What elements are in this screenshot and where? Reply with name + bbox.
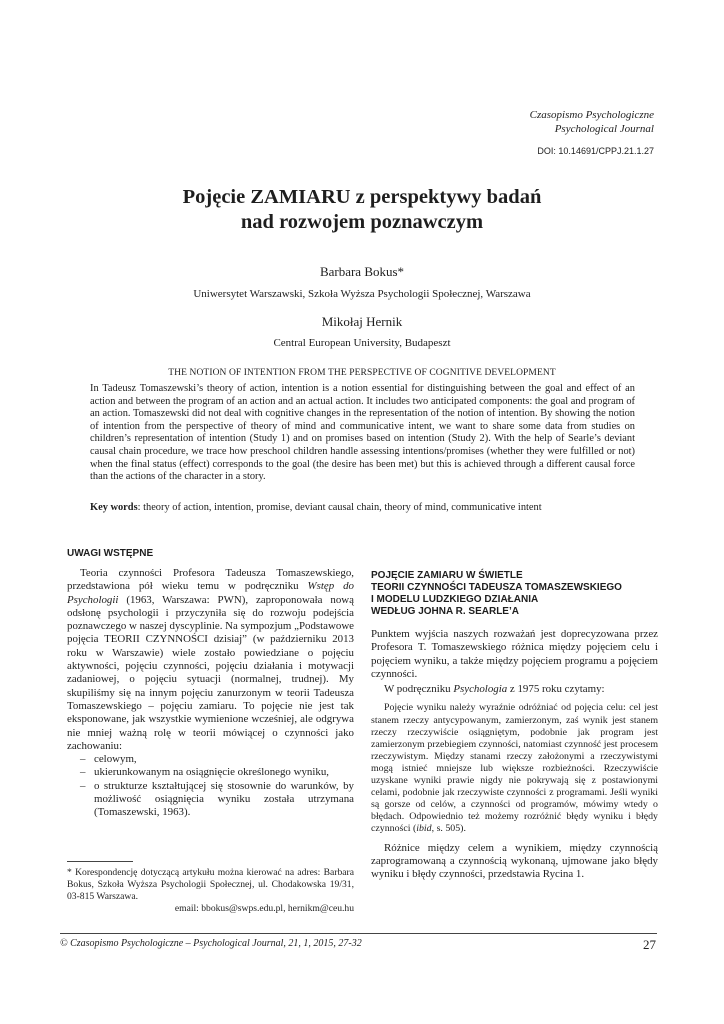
list-item [80, 753, 354, 766]
journal-name-pl: Czasopismo Psychologiczne [529, 109, 654, 121]
right-paragraph-1: Punktem wyjścia naszych rozważań jest doprecyzowana przez Profesora T. Tomaszewskiego różnica między pojęciem celu i pojęciem wyniku, a także między pojęciem programu a pojęciem czynności. [371, 628, 658, 680]
article-title [60, 185, 664, 235]
intro-text-a: Teoria czynności Profesora Tadeusza Tomaszewskiego, przedstawiona pół wieku temu w podręczniku [67, 567, 354, 593]
list-item-text: celowym, [94, 753, 137, 766]
list-dash: – [80, 766, 86, 779]
author-1-name: Barbara Bokus* [319, 264, 405, 279]
footer-citation: © Czasopismo Psychologiczne – Psychological Journal, 21, 1, 2015, 27-32 [60, 938, 362, 949]
footer-divider [60, 933, 657, 934]
page-number: 27 [643, 937, 656, 952]
doi: DOI: 10.14691/CPPJ.21.1.27 [537, 146, 654, 156]
list-item-text: o strukturze kształtującej się stosownie do warunków, by możliwość osiągnięcia wyniku została utrzymana (Tomaszewski, 1963). [94, 779, 354, 819]
title-line-1: Pojęcie ZAMIARU z perspektywy badań [182, 186, 542, 208]
right-paragraph-3: Różnice między celem a wynikiem, między czynnością zaprogramowaną a czynnością wykonaną, ujmowane jako błędy wyniku i błędy czynności, przedstawia Rycina 1. [371, 841, 658, 881]
list-item [80, 766, 354, 779]
keywords-list: : theory of action, intention, promise, deviant causal chain, theory of mind, communicative intent [137, 502, 542, 513]
list-item-text: ukierunkowanym na osiągnięcie określonego wyniku, [94, 766, 329, 779]
keywords-label: Key words [90, 502, 138, 513]
book-title: Psychologia [453, 683, 508, 696]
journal-name-en: Psychological Journal [554, 123, 654, 135]
author-2-name: Mikołaj Hernik [321, 314, 403, 329]
author-2-affiliation: Central European University, Budapeszt [273, 337, 451, 349]
heading-line: POJĘCIE ZAMIARU W ŚWIETLE [371, 570, 523, 581]
quote-ibid: ibid [416, 823, 432, 835]
heading-line: WEDŁUG JOHNA R. SEARLE’A [371, 606, 519, 617]
list-dash: – [80, 779, 86, 792]
author-1-affiliation: Uniwersytet Warszawski, Szkoła Wyższa Psychologii Społecznej, Warszawa [193, 288, 531, 300]
abstract: In Tadeusz Tomaszewski’s theory of action, intention is a notion essential for distinguishing between the goal and effect of an action and between the program of an action and an actual action. It includes two anticipated components: the goal and program of an action. Tomaszewski did not deal with cognitive changes in the representation of the notion of intention. By showing the notion of intention from the perspective of theory of mind and communicative intent, we want to share some data from studies on children’s representation of intention (Study 1) and on promises based on intention (Study 2). With the help of Searle’s deviant causal chain procedure, we trace how preschool children handle assessing intentions/promises (whether they were fulfilled or not) when the final status (effect) corresponds to the goal (the desire has been met) but this is achieved through a different causal force than the actions of the character in a story. [90, 383, 635, 483]
p2-text-b: z 1975 roku czytamy: [507, 683, 605, 696]
intro-paragraph [67, 567, 354, 753]
list-item [80, 780, 354, 820]
quote-text-b: , s. 505). [431, 823, 466, 835]
right-paragraph-2 [371, 683, 658, 696]
list-dash: – [80, 753, 86, 766]
block-quote [371, 702, 658, 835]
title-line-2: nad rozwojem poznawczym [240, 211, 484, 233]
journal-header [530, 108, 654, 136]
book-title: Wstęp do Psychologii [67, 580, 354, 606]
right-column [371, 628, 658, 881]
footnote-divider [67, 861, 133, 862]
footnote-text: * Korespondencję dotyczącą artykułu można kierować na adres: Barbara Bokus, Szkoła Wyższa Psychologii Społecznej, ul. Chodakowska 19/31, 03-815 Warszawa. [67, 867, 354, 902]
english-title: THE NOTION OF INTENTION FROM THE PERSPECTIVE OF COGNITIVE DEVELOPMENT [168, 368, 556, 378]
p2-text-a: W podręczniku [384, 683, 454, 696]
footnote [67, 867, 354, 915]
section-heading-intro: UWAGI WSTĘPNE [67, 548, 154, 559]
heading-line: TEORII CZYNNOŚCI TADEUSZA TOMASZEWSKIEGO [371, 582, 622, 593]
footnote-email: email: bbokus@swps.edu.pl, hernikm@ceu.hu [174, 903, 354, 914]
keywords [90, 502, 635, 515]
quote-text-a: Pojęcie wyniku należy wyraźnie odróżniać od pojęcia celu: cel jest stanem rzeczy antycypowanym, zamierzonym, zaś wynik jest stanem rzeczy rzeczywiście osiągniętym, podobnie jak program jest zamierzonym przebiegiem czynności, natomiast czynność jest procesem rzeczywistym. Między stanami rzeczy założonymi a rzeczywistymi mogą istnieć mniejsze lub większe rozbieżności. Rzeczywiście uzyskane wyniki prawie nigdy nie pokrywają się z postawionymi celami, podobnie jak rzeczywiste czynności z programami. Jeśli wyniki są gorsze od celów, a czynności od programów, mówimy wtedy o błędach. Odpowiednio też możemy rozróżnić błędy wyniku i błędy czynności ( [371, 702, 658, 835]
left-column [67, 567, 354, 820]
behavior-list [80, 753, 354, 819]
intro-text-b: (1963, Warszawa: PWN), zaproponowała nową odsłonę psychologii i przyczyniła się do rozwoju podejścia poznawczego w naszej dyscyplinie. Na sympozjum „Podstawowe pojęcia TEORII CZYNNOŚCI dzisiaj” (w październiku 2013 roku w Warszawie) wiele zostało powiedziane o pojęciu aktywności, pojęciu czynności, pojęciu działania i motywacji zadaniowej, o pojęciu sytuacji (normalnej, trudnej). My skupiliśmy się na innym pojęciu zanurzonym w teorii Tadeusza Tomaszewskiego – pojęciu zamiaru. To pojęcie nie jest tak eksponowane, jak wszystkie wymienione wcześniej, ale odgrywa nie mniej ważną rolę w teorii mówiącej o czynności jako zachowaniu: [67, 593, 355, 752]
section-heading-intention [371, 570, 658, 618]
heading-line: I MODELU LUDZKIEGO DZIAŁANIA [371, 594, 539, 605]
